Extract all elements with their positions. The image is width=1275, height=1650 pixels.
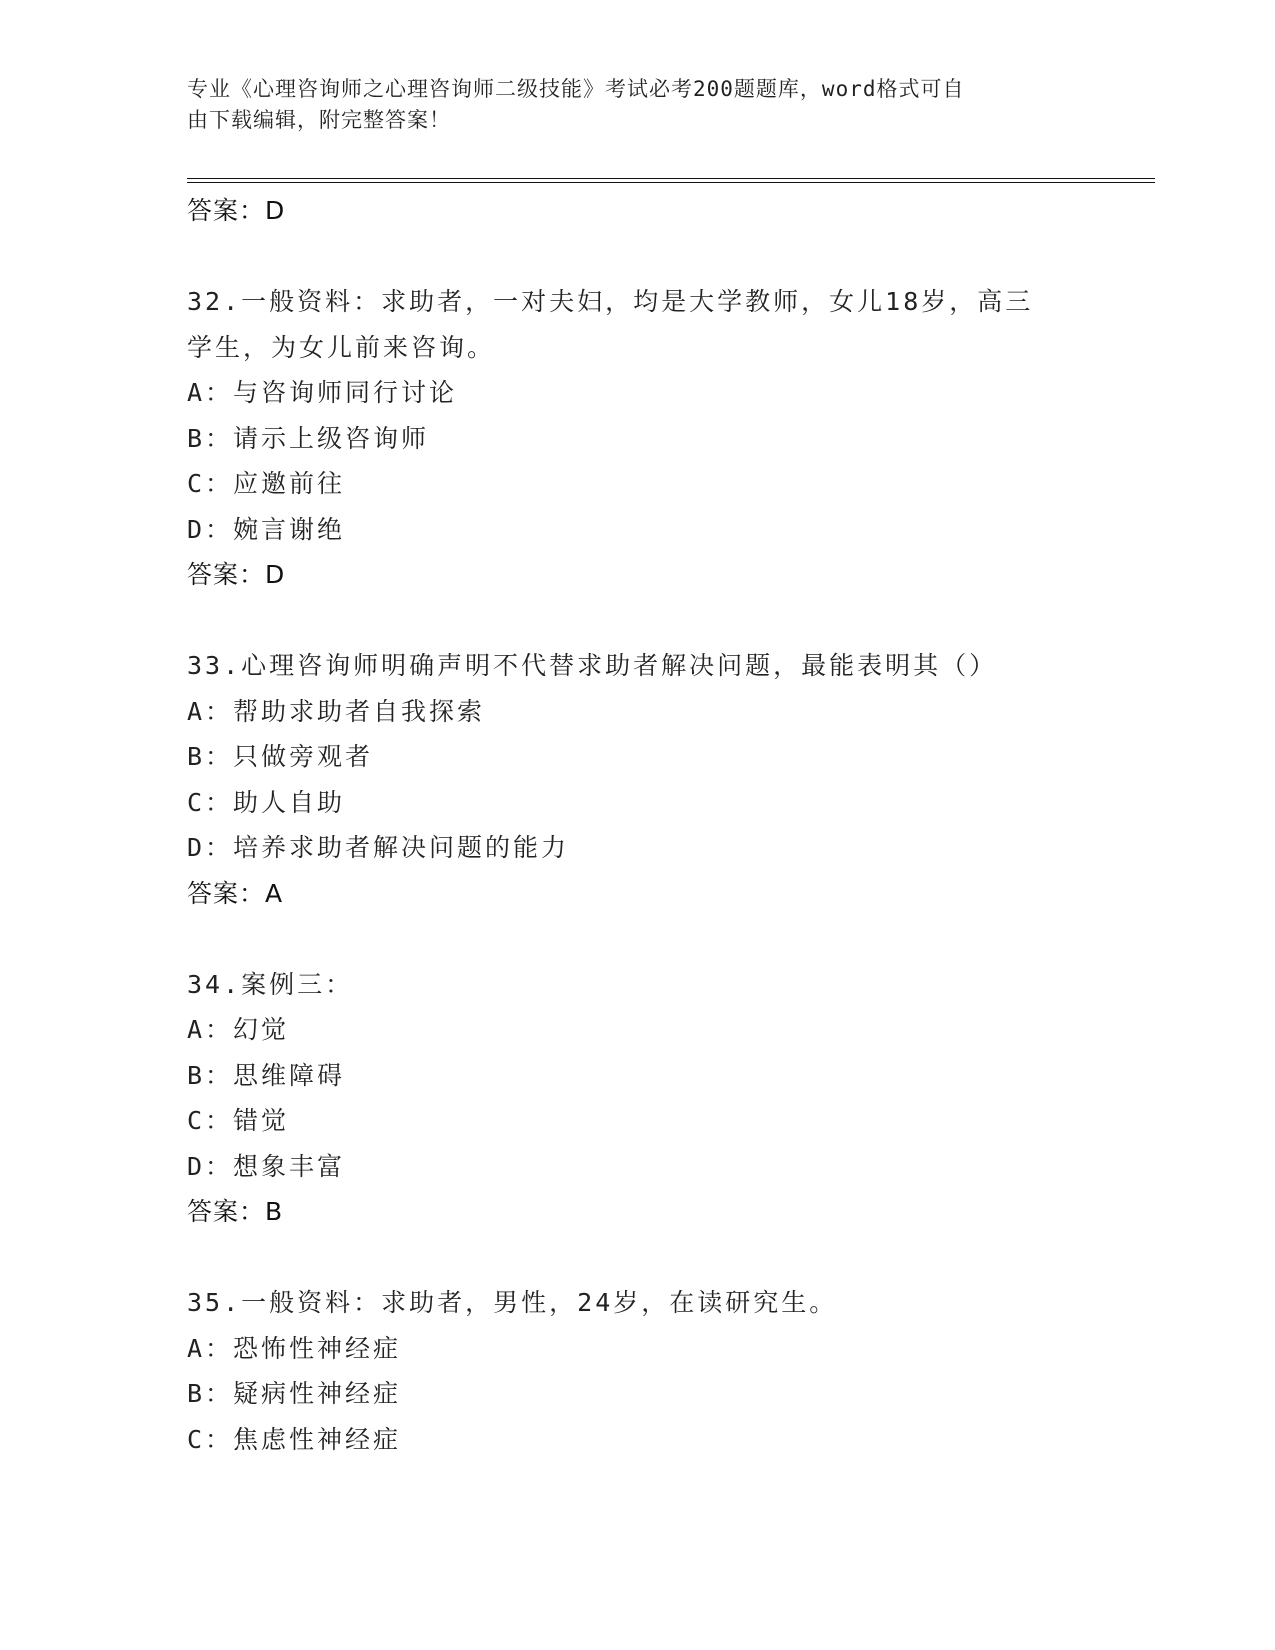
question-list: [187, 188, 1087, 1462]
question-stem: 34.案例三：: [187, 969, 354, 999]
question-34: [187, 962, 1087, 1235]
option-a: A：与咨询师同行讨论: [187, 378, 458, 407]
question-35: [187, 1280, 1087, 1462]
option-d: D：婉言谢绝: [187, 514, 346, 544]
spacer: [187, 234, 1087, 280]
question-stem: 35.一般资料：求助者，男性，24岁，在读研究生。: [187, 1288, 838, 1317]
header-rule-bottom: [187, 182, 1155, 183]
header-rule-top: [187, 178, 1155, 179]
question-stem: 32.一般资料：求助者，一对夫妇，均是大学教师，女儿18岁，高三: [187, 287, 1034, 316]
question-stem-continued: 学生，为女儿前来咨询。: [187, 332, 496, 362]
document-header: [187, 74, 1067, 136]
question-33: [187, 643, 1087, 916]
answer: 答案：D: [187, 560, 286, 589]
previous-answer: 答案：D: [187, 196, 286, 225]
option-b: B：疑病性神经症: [187, 1379, 402, 1408]
header-line-1: 专业《心理咨询师之心理咨询师二级技能》考试必考200题题库，word格式可自: [187, 77, 965, 101]
option-a: A：恐怖性神经症: [187, 1333, 402, 1363]
option-a: A：幻觉: [187, 1015, 290, 1044]
spacer: [187, 598, 1087, 644]
question-32: [187, 279, 1087, 598]
answer: 答案：B: [187, 1197, 284, 1226]
option-c: C：错觉: [187, 1106, 290, 1135]
option-c: C：应邀前往: [187, 469, 346, 498]
answer: 答案：A: [187, 878, 284, 908]
question-stem: 33.心理咨询师明确声明不代替求助者解决问题，最能表明其（）: [187, 651, 998, 680]
option-c: C：焦虑性神经症: [187, 1424, 402, 1454]
option-d: D：培养求助者解决问题的能力: [187, 833, 570, 862]
spacer: [187, 916, 1087, 962]
option-b: B：只做旁观者: [187, 742, 374, 771]
option-a: A：帮助求助者自我探索: [187, 696, 486, 726]
option-c: C：助人自助: [187, 787, 346, 817]
header-line-2: 由下载编辑，附完整答案！: [187, 108, 451, 132]
option-b: B：思维障碍: [187, 1060, 346, 1090]
option-d: D：想象丰富: [187, 1151, 346, 1181]
option-b: B：请示上级咨询师: [187, 423, 430, 453]
spacer: [187, 1235, 1087, 1281]
